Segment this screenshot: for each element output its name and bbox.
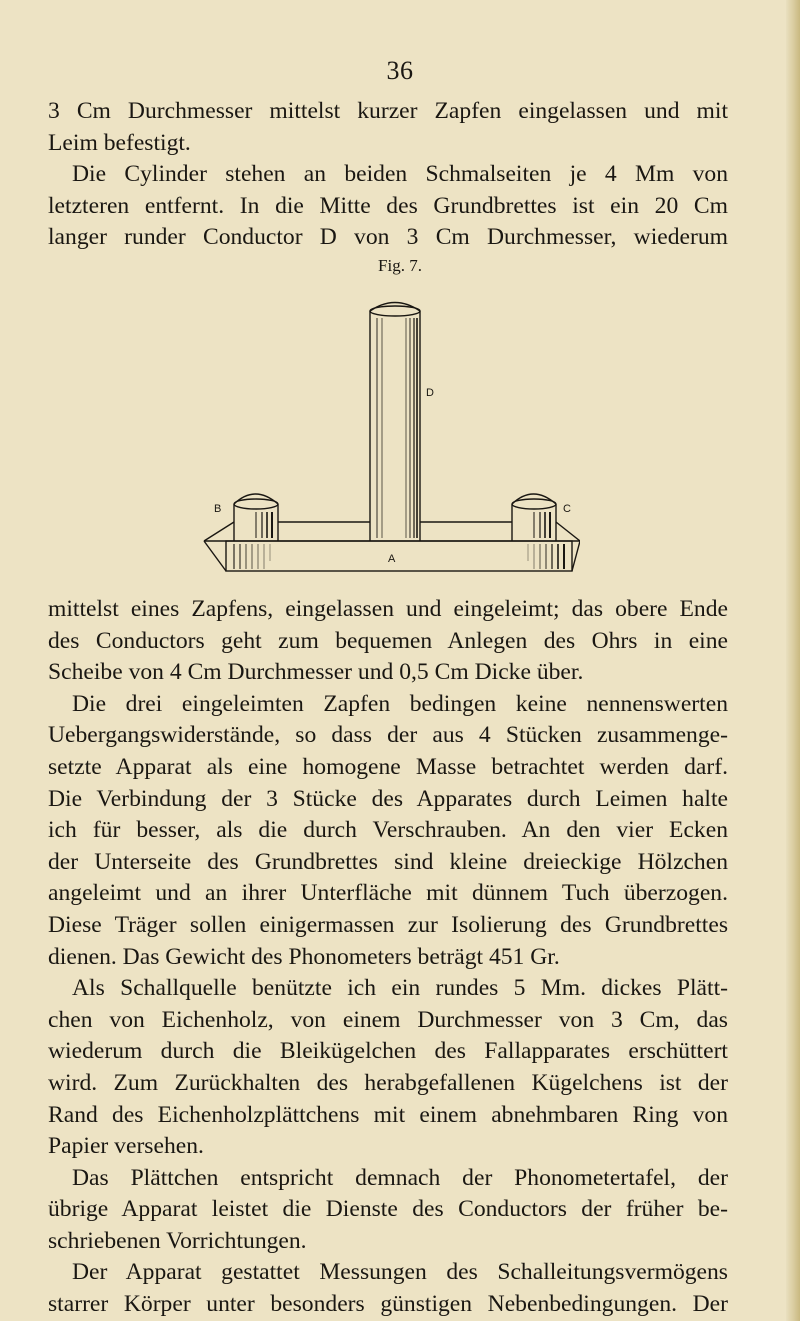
text-line: Uebergangswiderstände, so dass der aus 4 Stücken zusammenge- [48,722,728,749]
text-line: der Unterseite des Grundbrettes sind kleine dreieckige Hölzchen [48,848,728,875]
text-line: Papier versehen. [48,1133,204,1160]
label-a: A [388,553,396,565]
text-line: chen von Eichenholz, von einem Durchmesser von 3 Cm, das [48,1006,728,1033]
figure-phonometer-apparatus [190,276,580,596]
label-d: D [426,387,434,399]
text-line: Die drei eingeleimten Zapfen bedingen keine nennenswerten [72,690,728,717]
text-line: Das Plättchen entspricht demnach der Phonometertafel, der [72,1164,728,1191]
text-line: Die Verbindung der 3 Stücke des Apparates durch Leimen halte [48,785,728,812]
text-line: setzte Apparat als eine homogene Masse betrachtet werden darf. [48,753,728,780]
text-line: 3 Cm Durchmesser mittelst kurzer Zapfen eingelassen und mit [48,98,728,124]
text-line: letzteren entfernt. In die Mitte des Grundbrettes ist ein 20 Cm [48,192,728,219]
conductor-top-ellipse [370,306,420,316]
text-line: Leim befestigt. [48,129,191,156]
page-edge [786,0,800,1321]
text-block-top [48,96,728,254]
text-block-bottom [48,594,728,1321]
text-line: Als Schallquelle benützte ich ein rundes 5 Mm. dickes Plätt- [72,975,728,1002]
text-line: übrige Apparat leistet die Dienste des Conductors der früher be- [48,1196,728,1223]
text-line: des Conductors geht zum bequemen Anlegen des Ohrs in eine [48,627,728,654]
text-line: ich für besser, als die durch Verschrauben. An den vier Ecken [48,817,728,844]
text-line: wird. Zum Zurückhalten des herabgefallenen Kügelchens ist der [48,1069,728,1096]
text-line: Rand des Eichenholzplättchens mit einem abnehmbaren Ring von [48,1101,728,1128]
text-line: dienen. Das Gewicht des Phonometers beträgt 451 Gr. [48,943,560,970]
text-line: angeleimt und an ihrer Unterfläche mit dünnem Tuch überzogen. [48,880,728,907]
text-line: mittelst eines Zapfens, eingelassen und eingeleimt; das obere Ende [48,596,728,622]
base-top-right-edge [556,522,580,541]
text-line: starrer Körper unter besonders günstigen Nebenbedingungen. Der [48,1291,728,1318]
base-top-left-edge [204,522,234,541]
text-line: Scheibe von 4 Cm Durchmesser und 0,5 Cm Dicke über. [48,659,584,686]
text-line: langer runder Conductor D von 3 Cm Durchmesser, wiederum [48,224,728,251]
text-line: Diese Träger sollen einigermassen zur Isolierung des Grundbrettes [48,911,728,938]
page-number: 36 [386,56,414,85]
text-line: wiederum durch die Bleikügelchen des Fallapparates erschüttert [48,1038,728,1065]
base-board-front [226,541,572,571]
text-line: Die Cylinder stehen an beiden Schmalseiten je 4 Mm von [72,161,728,188]
text-line: schriebenen Vorrichtungen. [48,1227,307,1254]
label-b: B [214,503,222,515]
text-line: Der Apparat gestattet Messungen des Schalleitungsvermögens [72,1259,728,1286]
figure-caption: Fig. 7. [378,256,422,275]
label-c: C [563,503,571,515]
apparatus-drawing [190,276,580,596]
